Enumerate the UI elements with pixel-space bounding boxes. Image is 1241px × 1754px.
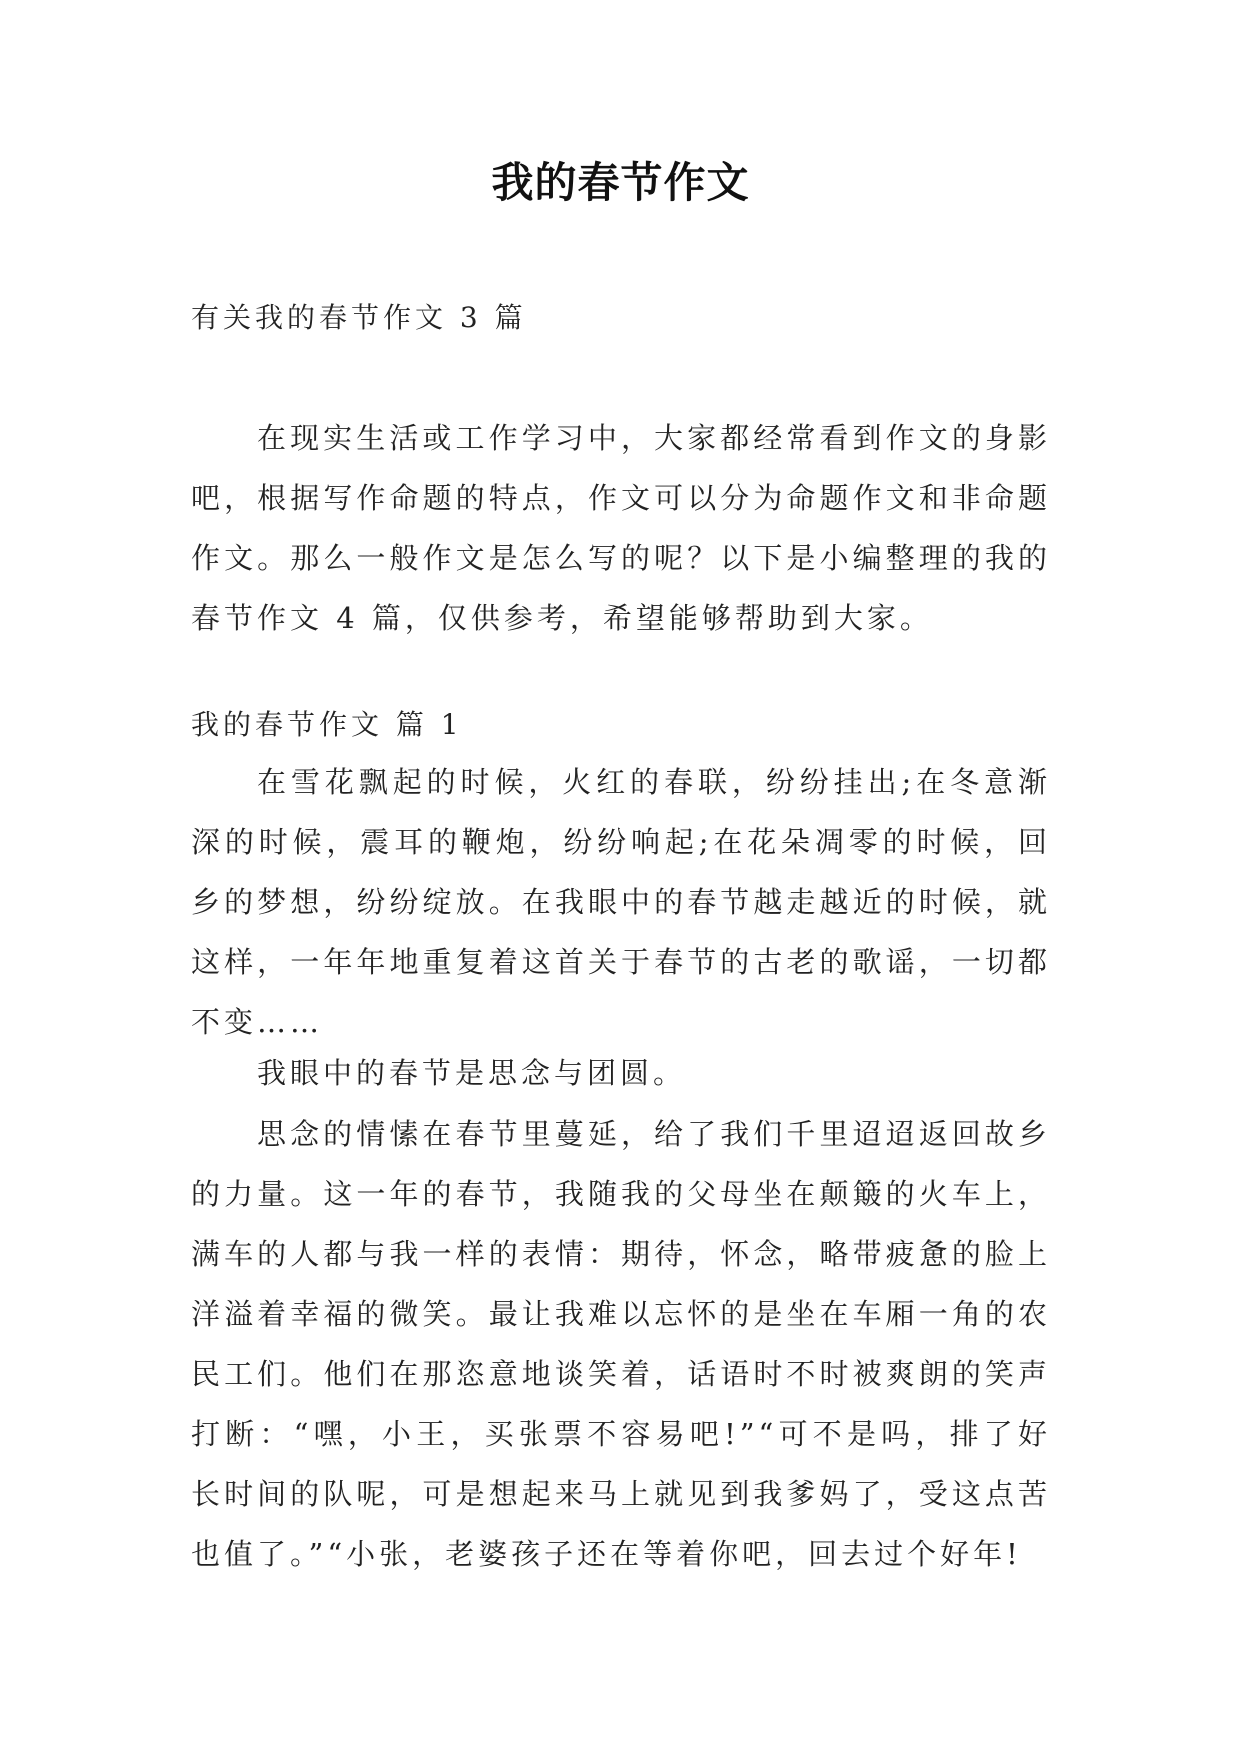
body-paragraph-2: 我眼中的春节是思念与团圆。 [257,1056,687,1090]
document-title: 我的春节作文 [491,158,750,207]
section-heading: 我的春节作文 篇 1 [191,708,463,741]
body-paragraph-3: 思念的情愫在春节里蔓延，给了我们千里迢迢返回故乡的力量。这一年的春节，我随我的父母坐在颠簸的火车上，满车的人都与我一样的表情：期待，怀念，略带疲惫的脸上洋溢着幸福的微笑。最让我难以忘怀的是坐在车厢一角的农民工们。他们在那恣意地谈笑着，话语时不时被爽朗的笑声打断：“嘿，小王，买张票不容易吧!”“可不是吗，排了好长时间的队呢，可是想起来马上就见到我爹妈了，受这点苦也值了。”“小张，老婆孩子还在等着你吧，回去过个好年! [191,1117,1051,1571]
document-subtitle: 有关我的春节作文 3 篇 [191,301,527,334]
intro-paragraph: 在现实生活或工作学习中，大家都经常看到作文的身影吧，根据写作命题的特点，作文可以分为命题作文和非命题作文。那么一般作文是怎么写的呢？以下是小编整理的我的春节作文 4 篇，仅供参考，希望能够帮助到大家。 [191,421,1051,635]
body-paragraph-1: 在雪花飘起的时候，火红的春联，纷纷挂出;在冬意渐深的时候，震耳的鞭炮，纷纷响起;在花朵凋零的时候，回乡的梦想，纷纷绽放。在我眼中的春节越走越近的时候，就这样，一年年地重复着这首关于春节的古老的歌谣，一切都不变…… [191,765,1051,1039]
